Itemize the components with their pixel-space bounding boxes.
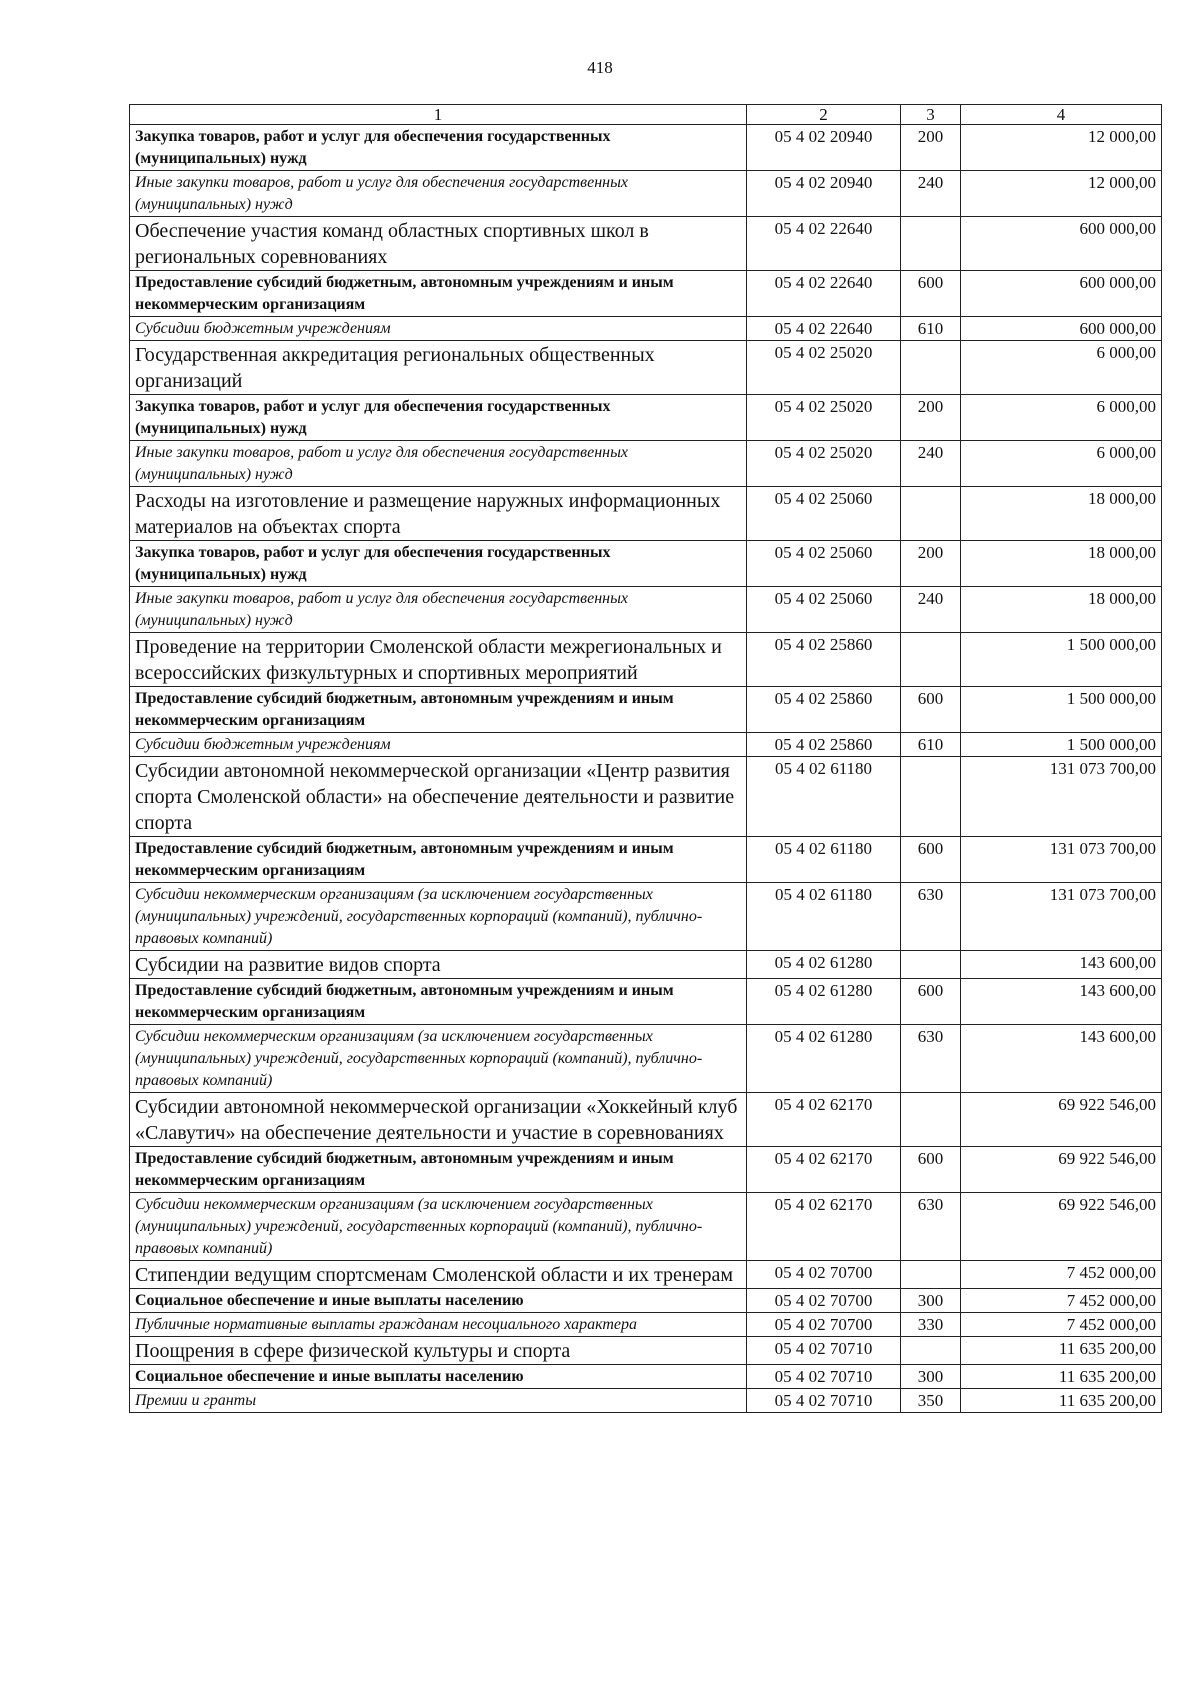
column-header-3: 3: [901, 105, 961, 125]
page-number: 418: [587, 58, 613, 77]
row-amount-cell: 143 600,00: [961, 1025, 1162, 1093]
row-name-cell: Поощрения в сфере физической культуры и спорта: [130, 1337, 747, 1365]
row-amount-cell: 143 600,00: [961, 979, 1162, 1025]
row-amount-cell: 1 500 000,00: [961, 633, 1162, 687]
row-type-cell: [901, 633, 961, 687]
table-row: [130, 441, 1162, 487]
row-name-cell: Премии и гранты: [130, 1389, 747, 1413]
table-header-row: [130, 105, 1162, 125]
row-amount-cell: 11 635 200,00: [961, 1389, 1162, 1413]
row-amount-cell: 18 000,00: [961, 541, 1162, 587]
row-type-cell: 200: [901, 125, 961, 171]
row-code-cell: 05 4 02 22640: [747, 317, 901, 341]
row-amount-cell: 12 000,00: [961, 171, 1162, 217]
row-code-cell: 05 4 02 25060: [747, 487, 901, 541]
row-code-cell: 05 4 02 61280: [747, 979, 901, 1025]
row-amount-cell: 18 000,00: [961, 487, 1162, 541]
row-name-cell: Закупка товаров, работ и услуг для обеспечения государственных (муниципальных) нужд: [130, 395, 747, 441]
column-header-1: 1: [130, 105, 747, 125]
row-amount-cell: 11 635 200,00: [961, 1337, 1162, 1365]
row-code-cell: 05 4 02 70710: [747, 1337, 901, 1365]
row-name-cell: Предоставление субсидий бюджетным, автономным учреждениям и иным некоммерческим организациям: [130, 979, 747, 1025]
row-code-cell: 05 4 02 62170: [747, 1193, 901, 1261]
row-name-cell: Социальное обеспечение и иные выплаты населению: [130, 1289, 747, 1313]
row-type-cell: [901, 951, 961, 979]
row-type-cell: 610: [901, 733, 961, 757]
row-type-cell: 600: [901, 687, 961, 733]
row-code-cell: 05 4 02 70710: [747, 1389, 901, 1413]
table-row: [130, 1289, 1162, 1313]
row-amount-cell: 69 922 546,00: [961, 1193, 1162, 1261]
row-code-cell: 05 4 02 25860: [747, 687, 901, 733]
row-type-cell: 330: [901, 1313, 961, 1337]
table-row: [130, 1025, 1162, 1093]
row-code-cell: 05 4 02 20940: [747, 125, 901, 171]
row-type-cell: 200: [901, 541, 961, 587]
row-type-cell: 610: [901, 317, 961, 341]
row-code-cell: 05 4 02 25020: [747, 441, 901, 487]
row-name-cell: Государственная аккредитация региональных общественных организаций: [130, 341, 747, 395]
table-row: [130, 633, 1162, 687]
row-amount-cell: 6 000,00: [961, 395, 1162, 441]
row-type-cell: 240: [901, 587, 961, 633]
row-type-cell: 200: [901, 395, 961, 441]
table-row: [130, 1147, 1162, 1193]
column-header-2: 2: [747, 105, 901, 125]
table-row: [130, 757, 1162, 837]
row-code-cell: 05 4 02 25860: [747, 733, 901, 757]
row-amount-cell: 6 000,00: [961, 341, 1162, 395]
row-amount-cell: 6 000,00: [961, 441, 1162, 487]
row-type-cell: 350: [901, 1389, 961, 1413]
row-amount-cell: 12 000,00: [961, 125, 1162, 171]
row-code-cell: 05 4 02 25020: [747, 395, 901, 441]
row-code-cell: 05 4 02 62170: [747, 1093, 901, 1147]
table-row: [130, 271, 1162, 317]
row-amount-cell: 7 452 000,00: [961, 1289, 1162, 1313]
row-name-cell: Субсидии бюджетным учреждениям: [130, 317, 747, 341]
row-code-cell: 05 4 02 20940: [747, 171, 901, 217]
budget-table: [129, 104, 1162, 1413]
table-row: [130, 341, 1162, 395]
table-row: [130, 951, 1162, 979]
row-type-cell: [901, 1093, 961, 1147]
table-row: [130, 733, 1162, 757]
table-body: [130, 125, 1162, 1413]
row-type-cell: 240: [901, 441, 961, 487]
row-name-cell: Субсидии автономной некоммерческой организации «Центр развития спорта Смоленской области» на обеспечение деятельности и развитие спорта: [130, 757, 747, 837]
row-amount-cell: 131 073 700,00: [961, 883, 1162, 951]
row-type-cell: [901, 217, 961, 271]
row-amount-cell: 11 635 200,00: [961, 1365, 1162, 1389]
row-name-cell: Субсидии некоммерческим организациям (за исключением государственных (муниципальных) учреждений, государственных корпораций (компаний), публично-правовых компаний): [130, 1025, 747, 1093]
table-row: [130, 687, 1162, 733]
row-code-cell: 05 4 02 25060: [747, 541, 901, 587]
table-row: [130, 979, 1162, 1025]
row-type-cell: 600: [901, 837, 961, 883]
row-amount-cell: 131 073 700,00: [961, 837, 1162, 883]
row-type-cell: [901, 1261, 961, 1289]
row-code-cell: 05 4 02 25860: [747, 633, 901, 687]
row-type-cell: 300: [901, 1289, 961, 1313]
row-type-cell: [901, 757, 961, 837]
table-row: [130, 1389, 1162, 1413]
row-code-cell: 05 4 02 25060: [747, 587, 901, 633]
row-amount-cell: 69 922 546,00: [961, 1147, 1162, 1193]
row-name-cell: Обеспечение участия команд областных спортивных школ в региональных соревнованиях: [130, 217, 747, 271]
table-row: [130, 1261, 1162, 1289]
row-amount-cell: 18 000,00: [961, 587, 1162, 633]
row-code-cell: 05 4 02 61280: [747, 951, 901, 979]
row-type-cell: [901, 487, 961, 541]
row-name-cell: Предоставление субсидий бюджетным, автономным учреждениям и иным некоммерческим организациям: [130, 271, 747, 317]
row-amount-cell: 600 000,00: [961, 271, 1162, 317]
row-name-cell: Иные закупки товаров, работ и услуг для обеспечения государственных (муниципальных) нужд: [130, 441, 747, 487]
table-row: [130, 1193, 1162, 1261]
row-code-cell: 05 4 02 62170: [747, 1147, 901, 1193]
row-type-cell: 630: [901, 1025, 961, 1093]
row-amount-cell: 69 922 546,00: [961, 1093, 1162, 1147]
row-name-cell: Предоставление субсидий бюджетным, автономным учреждениям и иным некоммерческим организациям: [130, 687, 747, 733]
row-name-cell: Закупка товаров, работ и услуг для обеспечения государственных (муниципальных) нужд: [130, 541, 747, 587]
row-amount-cell: 600 000,00: [961, 317, 1162, 341]
row-name-cell: Предоставление субсидий бюджетным, автономным учреждениям и иным некоммерческим организациям: [130, 837, 747, 883]
table-row: [130, 837, 1162, 883]
row-amount-cell: 7 452 000,00: [961, 1313, 1162, 1337]
row-code-cell: 05 4 02 70700: [747, 1289, 901, 1313]
row-amount-cell: 600 000,00: [961, 217, 1162, 271]
row-amount-cell: 1 500 000,00: [961, 687, 1162, 733]
table-row: [130, 171, 1162, 217]
table-row: [130, 395, 1162, 441]
column-header-4: 4: [961, 105, 1162, 125]
row-name-cell: Субсидии автономной некоммерческой организации «Хоккейный клуб «Славутич» на обеспечение деятельности и участие в соревнованиях: [130, 1093, 747, 1147]
row-code-cell: 05 4 02 61280: [747, 1025, 901, 1093]
row-name-cell: Публичные нормативные выплаты гражданам несоциального характера: [130, 1313, 747, 1337]
table-row: [130, 217, 1162, 271]
row-name-cell: Предоставление субсидий бюджетным, автономным учреждениям и иным некоммерческим организациям: [130, 1147, 747, 1193]
row-name-cell: Расходы на изготовление и размещение наружных информационных материалов на объектах спорта: [130, 487, 747, 541]
table-row: [130, 1365, 1162, 1389]
table-row: [130, 883, 1162, 951]
row-amount-cell: 131 073 700,00: [961, 757, 1162, 837]
row-code-cell: 05 4 02 61180: [747, 837, 901, 883]
row-name-cell: Субсидии некоммерческим организациям (за исключением государственных (муниципальных) учреждений, государственных корпораций (компаний), публично-правовых компаний): [130, 1193, 747, 1261]
table-row: [130, 541, 1162, 587]
row-type-cell: 240: [901, 171, 961, 217]
row-type-cell: 600: [901, 271, 961, 317]
row-name-cell: Субсидии на развитие видов спорта: [130, 951, 747, 979]
row-code-cell: 05 4 02 70700: [747, 1313, 901, 1337]
row-type-cell: 630: [901, 883, 961, 951]
table-row: [130, 317, 1162, 341]
row-type-cell: 600: [901, 979, 961, 1025]
row-name-cell: Субсидии некоммерческим организациям (за исключением государственных (муниципальных) учреждений, государственных корпораций (компаний), публично-правовых компаний): [130, 883, 747, 951]
table-row: [130, 1337, 1162, 1365]
row-name-cell: Субсидии бюджетным учреждениям: [130, 733, 747, 757]
row-amount-cell: 143 600,00: [961, 951, 1162, 979]
row-code-cell: 05 4 02 25020: [747, 341, 901, 395]
row-code-cell: 05 4 02 70710: [747, 1365, 901, 1389]
row-code-cell: 05 4 02 22640: [747, 217, 901, 271]
row-name-cell: Закупка товаров, работ и услуг для обеспечения государственных (муниципальных) нужд: [130, 125, 747, 171]
row-name-cell: Социальное обеспечение и иные выплаты населению: [130, 1365, 747, 1389]
table-row: [130, 487, 1162, 541]
table-row: [130, 1093, 1162, 1147]
row-type-cell: [901, 341, 961, 395]
row-type-cell: 300: [901, 1365, 961, 1389]
table-row: [130, 125, 1162, 171]
row-name-cell: Проведение на территории Смоленской области межрегиональных и всероссийских физкультурных и спортивных мероприятий: [130, 633, 747, 687]
row-amount-cell: 7 452 000,00: [961, 1261, 1162, 1289]
row-code-cell: 05 4 02 61180: [747, 757, 901, 837]
row-name-cell: Иные закупки товаров, работ и услуг для обеспечения государственных (муниципальных) нужд: [130, 171, 747, 217]
row-type-cell: 630: [901, 1193, 961, 1261]
row-code-cell: 05 4 02 70700: [747, 1261, 901, 1289]
row-type-cell: [901, 1337, 961, 1365]
table-row: [130, 1313, 1162, 1337]
row-type-cell: 600: [901, 1147, 961, 1193]
row-code-cell: 05 4 02 61180: [747, 883, 901, 951]
table-row: [130, 587, 1162, 633]
row-amount-cell: 1 500 000,00: [961, 733, 1162, 757]
row-code-cell: 05 4 02 22640: [747, 271, 901, 317]
row-name-cell: Стипендии ведущим спортсменам Смоленской области и их тренерам: [130, 1261, 747, 1289]
row-name-cell: Иные закупки товаров, работ и услуг для обеспечения государственных (муниципальных) нужд: [130, 587, 747, 633]
